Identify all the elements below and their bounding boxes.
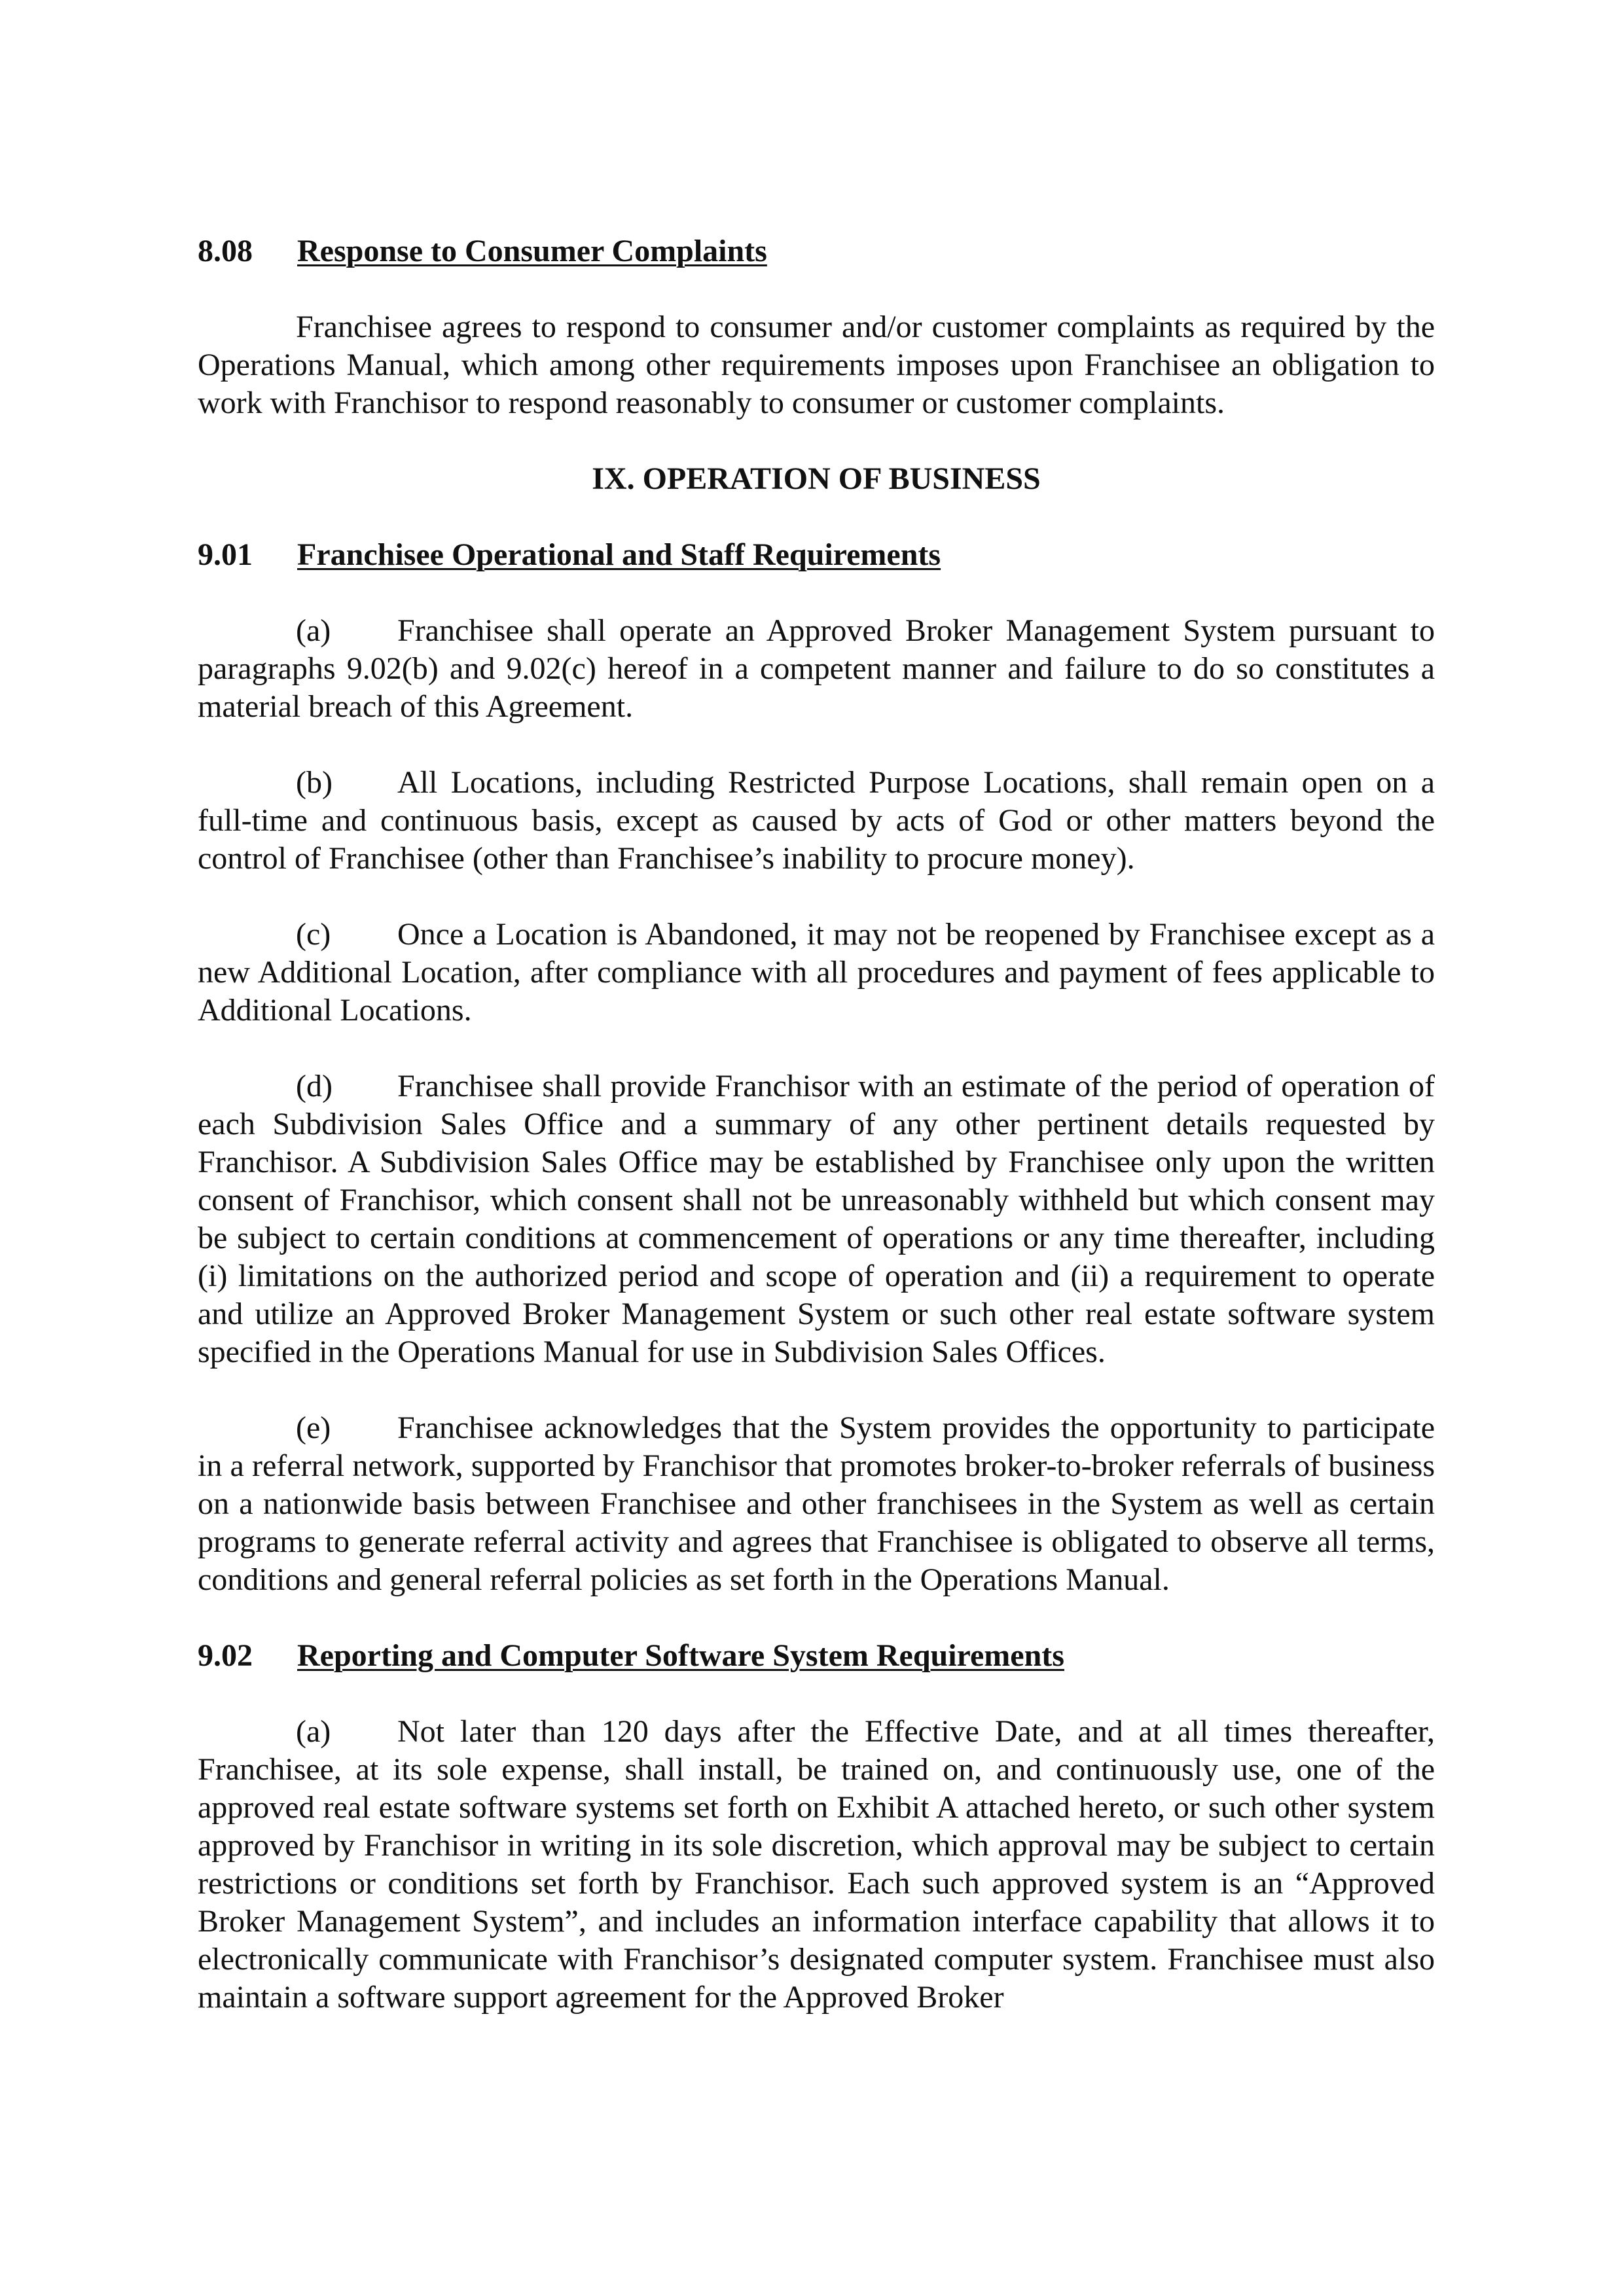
subparagraph-9-01-d (198, 1067, 1435, 1371)
subparagraph-9-02-a (198, 1713, 1435, 2017)
section-title: Response to Consumer Complaints (297, 234, 767, 268)
subparagraph-label: (d) (296, 1069, 333, 1103)
section-number: 9.02 (198, 1638, 253, 1673)
subparagraph-text: Franchisee shall provide Franchisor with an estimate of the period of operation of each Subdivision Sales Office and a summary of any other pertinent details requested by Franchisor. A Subdivision Sales Office may be established by Franchisee only upon the written consent of Franchisor, which consent shall not be unreasonably withheld but which consent may be subject to certain conditions at commencement of operations or any time thereafter, including (i) limitations on the authorized period and scope of operation and (ii) a requirement to operate and utilize an Approved Broker Management System or such other real estate software system specified in the Operations Manual for use in Subdivision Sales Offices. (198, 1069, 1435, 1369)
subparagraph-9-01-b (198, 764, 1435, 878)
subparagraph-9-01-c (198, 916, 1435, 1030)
subparagraph-label: (a) (296, 1714, 331, 1749)
section-number: 9.01 (198, 537, 253, 572)
section-number: 8.08 (198, 234, 253, 268)
subparagraph-9-01-e (198, 1409, 1435, 1599)
subparagraph-text: Franchisee acknowledges that the System provides the opportunity to participate in a referral network, supported by Franchisor that promotes broker-to-broker referrals of business on a nationwide basis between Franchisee and other franchisees in the System as well as certain programs to generate referral activity and agrees that Franchisee is obligated to observe all terms, conditions and general referral policies as set forth in the Operations Manual. (198, 1410, 1435, 1597)
section-heading-9-02 (198, 1637, 1435, 1675)
subparagraph-text: Once a Location is Abandoned, it may not be reopened by Franchisee except as a new Additional Location, after compliance with all procedures and payment of fees applicable to Additional Locations. (198, 917, 1435, 1028)
section-heading-8-08 (198, 232, 1435, 270)
document-page (198, 232, 1435, 2017)
subparagraph-text: All Locations, including Restricted Purpose Locations, shall remain open on a full-time and continuous basis, except as caused by acts of God or other matters beyond the control of Franchisee (other than Franchisee’s inability to procure money). (198, 765, 1435, 876)
subparagraph-text: Not later than 120 days after the Effective Date, and at all times thereafter, Franchisee, at its sole expense, shall install, be trained on, and continuously use, one of the approved real estate software systems set forth on Exhibit A attached hereto, or such other system approved by Franchisor in writing in its sole discretion, which approval may be subject to certain restrictions or conditions set forth by Franchisor. Each such approved system is an “Approved Broker Management System”, and includes an information interface capability that allows it to electronically communicate with Franchisor’s designated computer system. Franchisee must also maintain a software support agreement for the Approved Broker (198, 1714, 1435, 2015)
section-heading-9-01 (198, 536, 1435, 574)
subparagraph-label: (c) (296, 917, 331, 952)
subparagraph-9-01-a (198, 612, 1435, 726)
section-title: Franchisee Operational and Staff Requirements (297, 537, 941, 572)
section-title: Reporting and Computer Software System Requirements (297, 1638, 1064, 1673)
subparagraph-label: (e) (296, 1410, 331, 1445)
paragraph-8-08: Franchisee agrees to respond to consumer and/or customer complaints as required by the Operations Manual, which among other requirements imposes upon Franchisee an obligation to work with Franchisor to respond reasonably to consumer or customer complaints. (198, 310, 1435, 420)
subparagraph-text: Franchisee shall operate an Approved Broker Management System pursuant to paragraphs 9.02(b) and 9.02(c) hereof in a competent manner and failure to do so constitutes a material breach of this Agreement. (198, 613, 1435, 724)
subparagraph-label: (b) (296, 765, 333, 800)
article-heading: IX. OPERATION OF BUSINESS (592, 461, 1041, 496)
subparagraph-label: (a) (296, 613, 331, 648)
